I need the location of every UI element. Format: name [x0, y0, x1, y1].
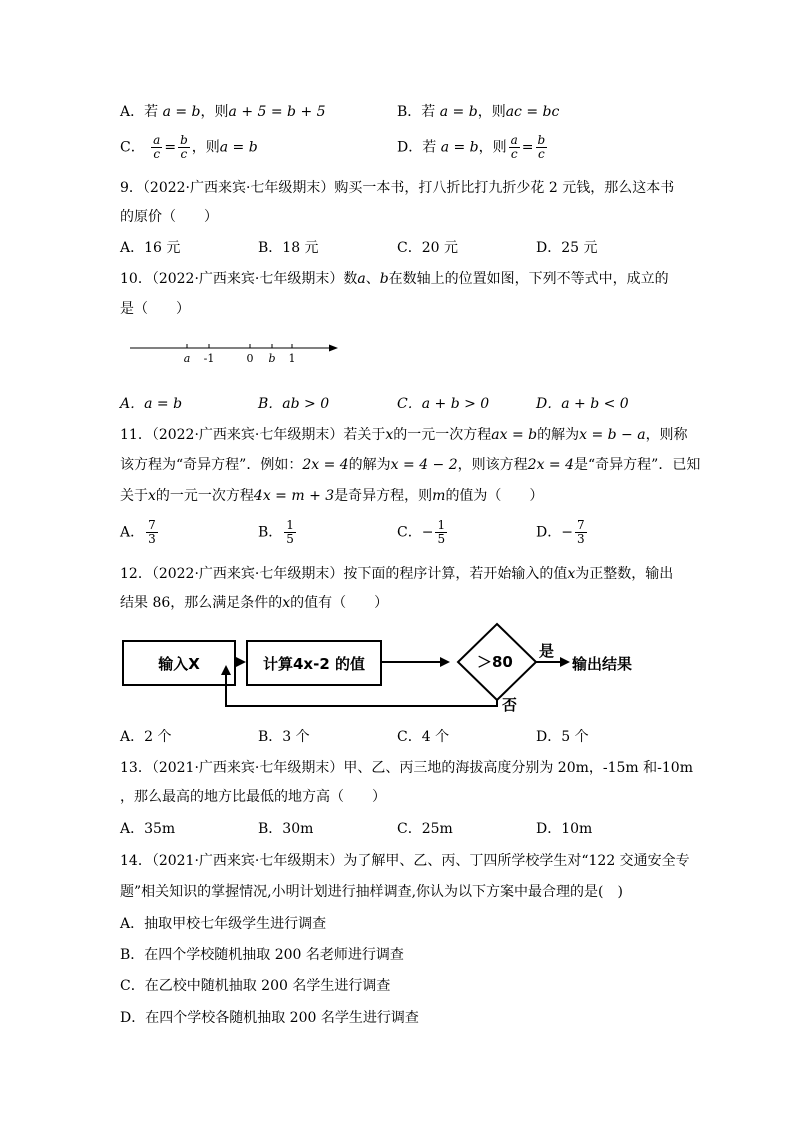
q14-option-d: D．在四个学校各随机抽取 200 名学生进行调查	[120, 1010, 419, 1026]
q13-option-d: D．10m	[536, 821, 593, 837]
arrow-head	[221, 665, 231, 675]
q9-option-a: A．16 元	[120, 240, 181, 256]
q11-stem-line1: 11．（2022·广西来宾·七年级期末）若关于x的一元一次方程ax = b的解为x = b − a，则称	[120, 427, 688, 443]
q11-stem-line3: 关于x的一元一次方程4x = m + 3是奇异方程，则m的值为（ ）	[120, 488, 544, 504]
fraction: $\frac{1}{5}$	[437, 518, 446, 546]
q9-stem-line2: 的原价（ ）	[120, 209, 218, 225]
arrow-head	[236, 657, 246, 667]
q10-stem-line1: 10．（2022·广西来宾·七年级期末）数a、b在数轴上的位置如图，下列不等式中，成立的	[120, 271, 669, 287]
q10-option-a: A．a = b	[120, 396, 183, 412]
q8-option-d: D．若 a = b，则 $\frac{a}{c}$ = $\frac{b}{c}$	[397, 133, 546, 161]
q9-option-d: D．25 元	[536, 240, 598, 256]
q13-option-b: B．30m	[258, 821, 314, 837]
q14-stem-line2: 题”相关知识的掌握情况,小明计划进行抽样调查,你认为以下方案中最合理的是( )	[120, 884, 623, 900]
q14-option-c: C．在乙校中随机抽取 200 名学生进行调查	[120, 978, 391, 994]
fraction: $\frac{1}{5}$	[286, 518, 294, 546]
q12-option-a: A．2 个	[120, 729, 172, 745]
q10-option-c: C．a + b > 0	[397, 396, 490, 412]
fraction: $\frac{a}{c}$	[510, 133, 518, 161]
fraction: $\frac{a}{c}$	[153, 133, 161, 161]
q12-option-b: B．3 个	[258, 729, 310, 745]
q14-option-b: B．在四个学校随机抽取 200 名老师进行调查	[120, 947, 404, 963]
q11-option-b: B． $\frac{1}{5}$	[258, 518, 294, 546]
number-line	[120, 338, 350, 366]
flow-loop-line	[226, 672, 497, 706]
q11-option-a: A． $\frac{7}{3}$	[120, 518, 156, 546]
q10-option-b: B．ab > 0	[258, 396, 330, 412]
axis-label-a: a	[183, 352, 191, 365]
axis-label-1: 1	[288, 352, 296, 365]
q13-option-c: C．25m	[397, 821, 453, 837]
q11-option-d: D．− $\frac{7}{3}$	[536, 518, 585, 546]
axis-label-b: b	[268, 352, 276, 365]
q12-option-d: D．5 个	[536, 729, 589, 745]
q14-stem-line1: 14．（2021·广西来宾·七年级期末）为了解甲、乙、丙、丁四所学校学生对“122 交通安全专	[120, 853, 690, 869]
q11-option-c: C．− $\frac{1}{5}$	[397, 518, 446, 546]
number-line-arrow	[329, 345, 338, 352]
q12-stem-line1: 12．（2022·广西来宾·七年级期末）按下面的程序计算，若开始输入的值x为正整数，输出	[120, 566, 674, 582]
q13-stem-line2: ，那么最高的地方比最低的地方高（ ）	[120, 789, 386, 805]
q10-stem-line2: 是（ ）	[120, 301, 190, 317]
flow-no-label: 否	[502, 696, 518, 714]
q11-stem-line2: 该方程为“奇异方程”．例如：2x = 4的解为x = 4 − 2，则该方程2x = 4是“奇异方程”．已知	[120, 457, 701, 473]
flow-condition-label: ＞80	[477, 653, 513, 671]
fraction: $\frac{7}{3}$	[148, 518, 156, 546]
q9-option-b: B．18 元	[258, 240, 319, 256]
fraction: $\frac{b}{c}$	[180, 133, 188, 161]
flow-input-box: 输入X	[122, 640, 236, 686]
flow-output-label: 输出结果	[572, 655, 633, 673]
q12-option-c: C．4 个	[397, 729, 450, 745]
arrow-head	[560, 657, 570, 667]
q12-stem-line2: 结果 86，那么满足条件的x的值有（ ）	[120, 595, 389, 611]
axis-label-minus-1: -1	[203, 352, 215, 365]
fraction: $\frac{7}{3}$	[576, 518, 585, 546]
q9-option-c: C．20 元	[397, 240, 458, 256]
q14-option-a: A．抽取甲校七年级学生进行调查	[120, 916, 327, 932]
q13-stem-line1: 13．（2021·广西来宾·七年级期末）甲、乙、丙三地的海拔高度分别为 20m，-15m 和-10m	[120, 760, 693, 776]
fraction: $\frac{b}{c}$	[537, 133, 546, 161]
flow-yes-label: 是	[539, 642, 555, 660]
flow-calc-box: 计算4x-2 的值	[246, 640, 382, 686]
q8-option-b: B．若 a = b，则ac = bc	[397, 104, 560, 120]
q10-option-d: D．a + b < 0	[536, 396, 629, 412]
q8-option-c: C． $\frac{a}{c}$ = $\frac{b}{c}$ ，则a = b	[120, 133, 258, 161]
arrow-head	[440, 657, 450, 667]
axis-label-0: 0	[246, 352, 254, 365]
q8-option-a: A．若 a = b，则a + 5 = b + 5	[120, 104, 326, 120]
q13-option-a: A．35m	[120, 821, 176, 837]
q9-stem-line1: 9．（2022·广西来宾·七年级期末）购买一本书，打八折比打九折少花 2 元钱，那么这本书	[120, 180, 675, 196]
